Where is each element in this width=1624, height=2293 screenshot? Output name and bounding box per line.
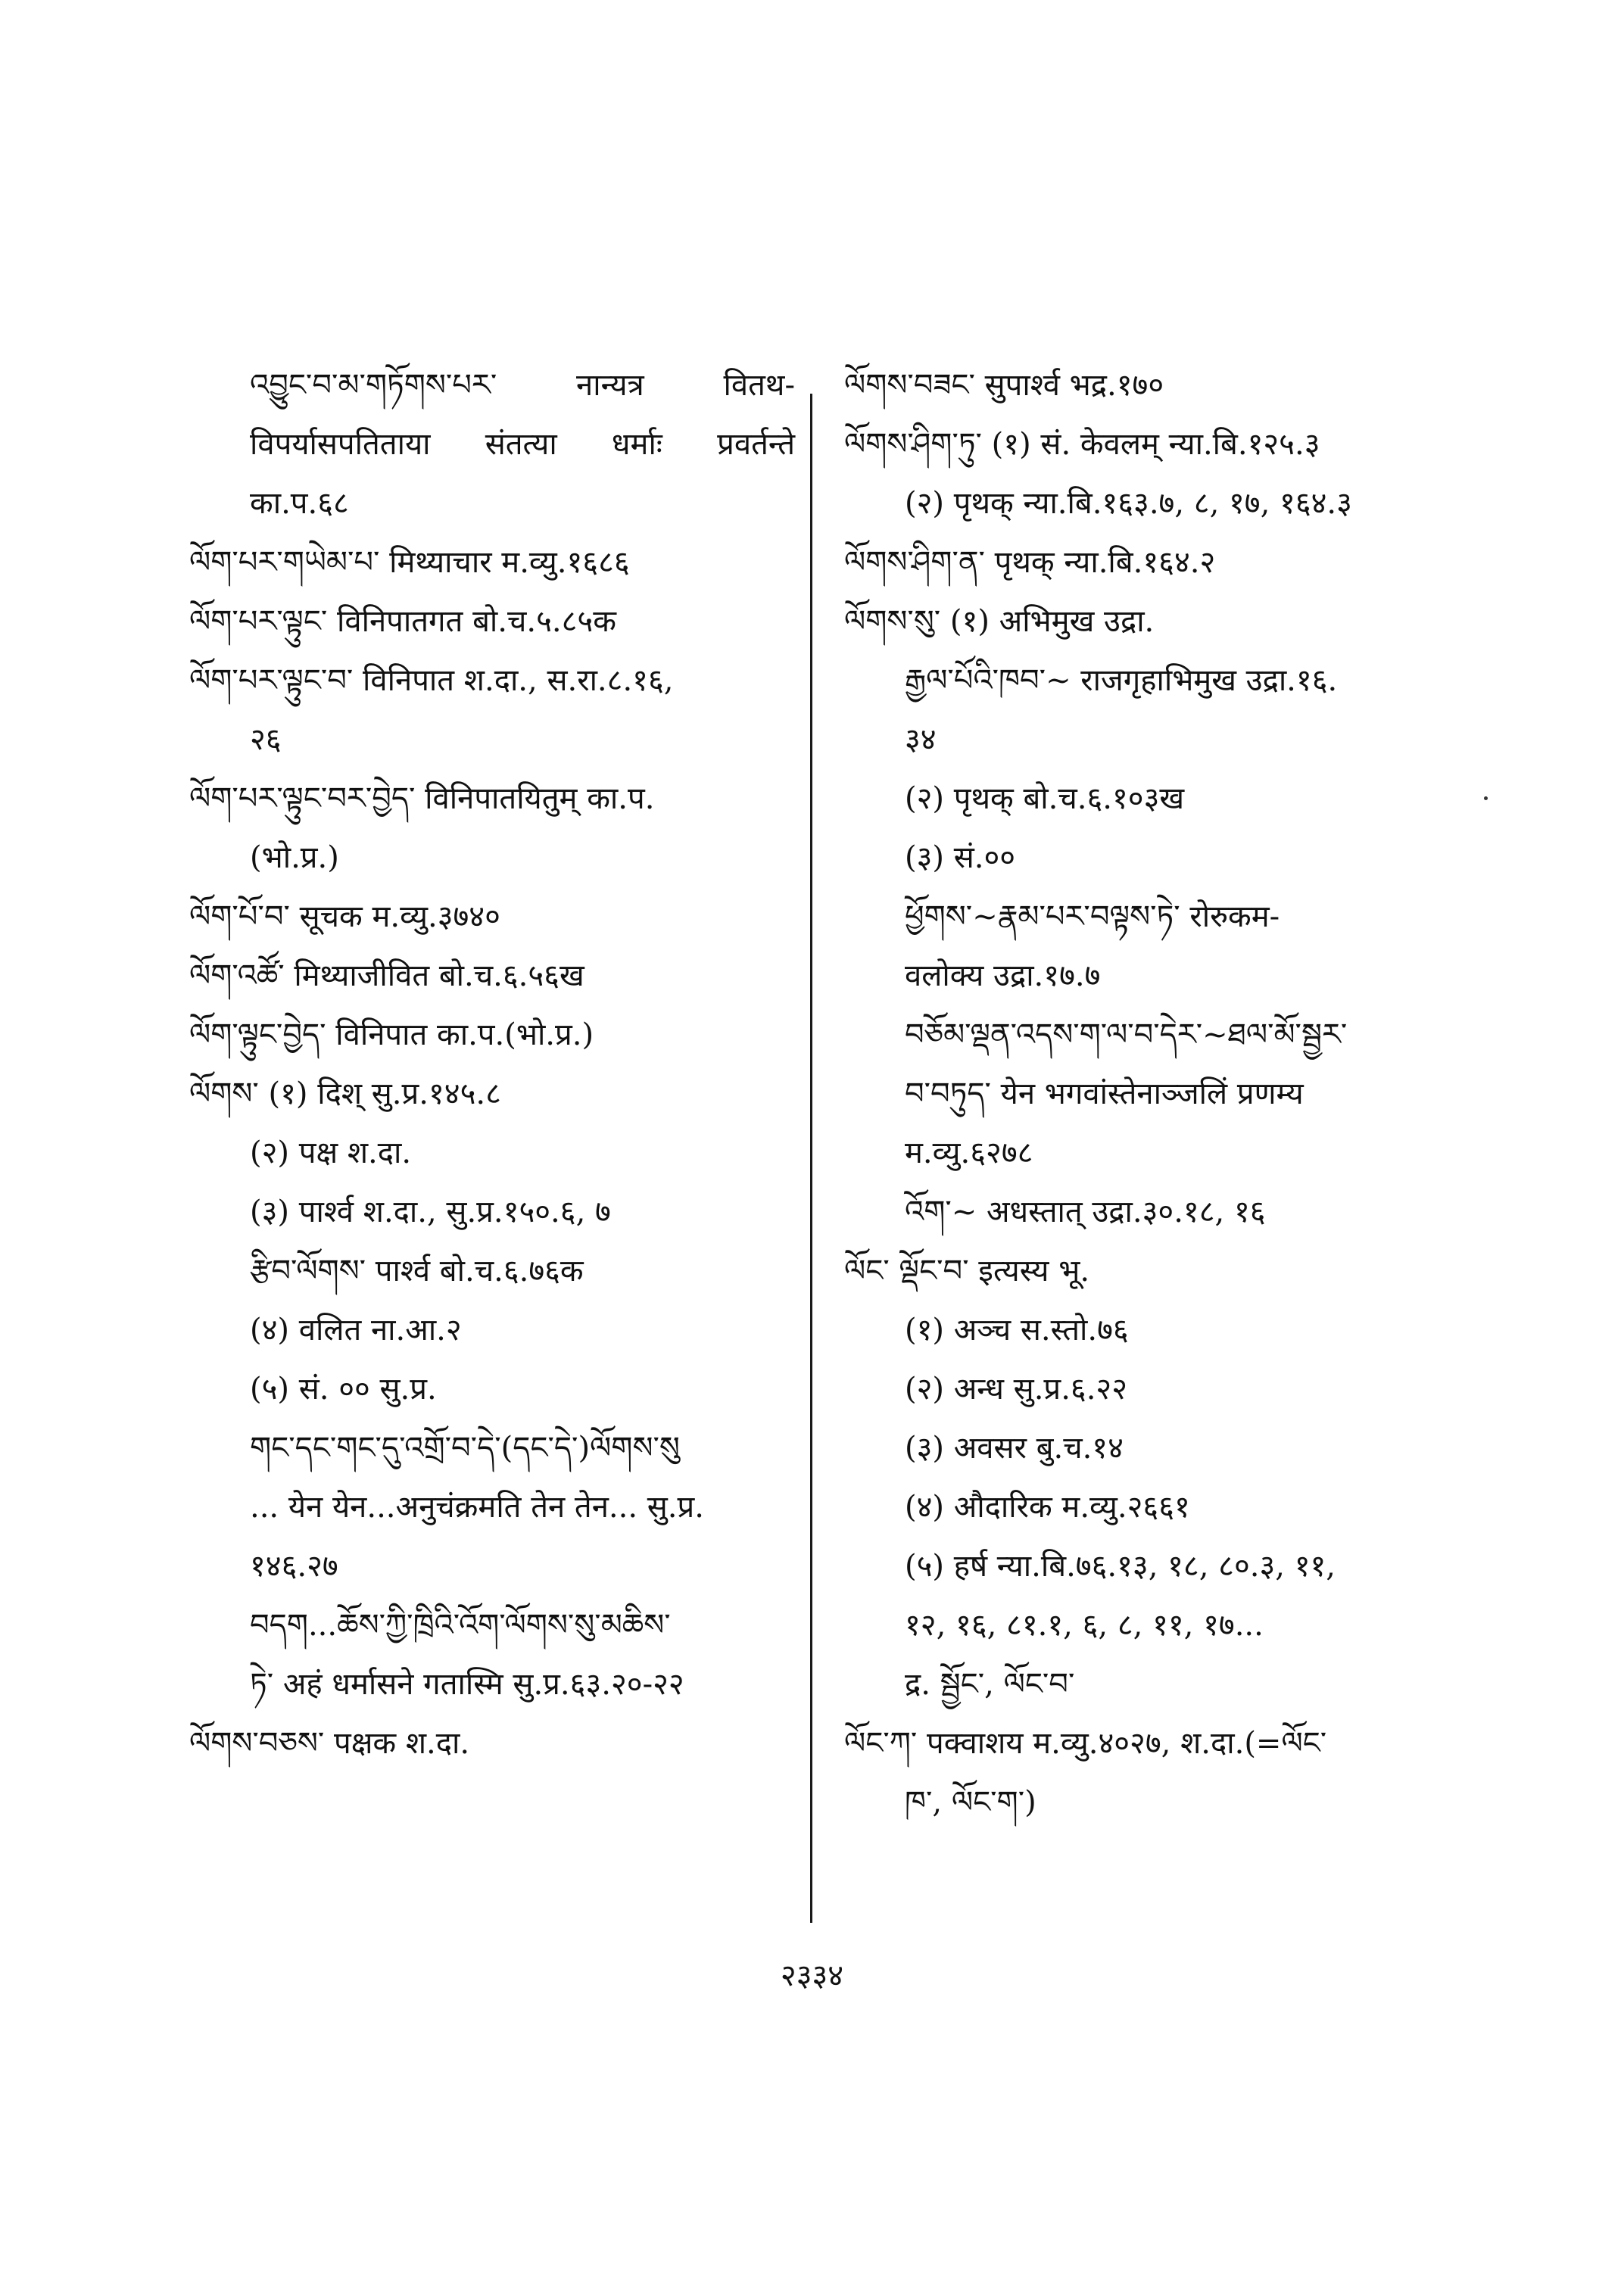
entry-line: २६ [250,722,282,757]
entry-line: བདག...ཆོས་ཀྱི་ཁྲིའི་འོག་ལོགས་སུ་མཆིས་ [250,1608,671,1643]
entry-line: (भो.प्र.) [250,840,339,875]
entry-line: ལོག་ལྟུང་བྱེད་ विनिपात का.प.(भो.प्र.) [189,1017,594,1052]
print-speck [1484,796,1488,800]
entry-line: གང་དང་གང་དུ་འགྲོ་བ་དེ་(དང་དེ་)ལོགས་སུ [250,1431,680,1466]
entry-line: བཅོམ་ལྡན་འདས་ག་ལ་བ་དེར་~ཐལ་མོ་སྦྱར་ [905,1017,1348,1052]
entry-line: (३) पार्श्व श.दा., सु.प्र.१५०.६, ७ [250,1195,611,1229]
entry-line: ३४ [905,722,937,757]
entry-line: १४६.२७ [250,1549,338,1584]
page-number: २३३४ [780,1958,844,1993]
entry-line: བ་བཏུད་ येन भगवांस्तेनाञ्जलिं प्रणम्य [905,1076,1304,1111]
column-divider [810,394,812,1923]
entry-line: का.प.६८ [250,486,349,521]
entry-line: ལོག་པར་ལྟུང་ विनिपातगत बो.च.५.८५क [189,604,616,639]
entry-line: ཏེ་ अहं धर्मासने गतास्मि सु.प्र.६३.२०-२२ [250,1667,684,1702]
entry-line: वलोक्य उद्रा.१७.७ [905,958,1101,993]
entry-line: (२) पृथक् न्या.बि.१६३.७, ८, १७, १६४.३ [905,486,1352,521]
entry-line: म.व्यु.६२७८ [905,1136,1033,1170]
entry-line: (४) वलित ना.आ.२ [250,1313,462,1347]
entry-line: ལོག་འཚོ་ मिथ्याजीवित बो.च.६.५६ख [189,958,584,993]
entry-line: विपर्यासपतिताया संतत्या धर्माः प्रवर्तन्ते [250,427,795,462]
entry-line: རྒྱལ་པོའི་ཁབ་~ राजगृहाभिमुख उद्रा.१६. [905,663,1338,698]
entry-line: ལོགས་སུ་ (१) अभिमुख उद्रा. [844,604,1155,639]
entry-line: ལོགས་ཤིག་ན་ पृथक् न्या.बि.१६४.२ [844,545,1216,580]
entry-line: རྩིབ་ལོགས་ पार्श्व बो.च.६.७६क [250,1254,584,1288]
entry-line: ཁ་, ལོང་ག་) [905,1785,1036,1820]
left-column [189,356,795,1773]
entry-line: ... येन येन...अनुचंक्रमति तेन तेन... सु.प्र. [250,1490,704,1525]
entry-line: ལོག་པར་ལྟུང་བར་བྱེད་ विनिपातयितुम् का.प. [189,781,655,816]
entry-line: (१) अञ्च स.स्तो.७६ [905,1313,1129,1347]
entry-line: ལོང་ ལྡོང་བ་ इत्यस्य भू. [844,1254,1090,1288]
entry-line: ལོགས་ཤིག་ཏུ་ (१) सं. केवलम् न्या.बि.१२५.३ [844,427,1320,462]
entry-line: (२) पृथक् बो.च.६.१०३ख [905,781,1185,816]
entry-line: (२) पक्ष श.दा. [250,1136,412,1170]
entry-line: (३) अवसर बु.च.१४ [905,1431,1124,1466]
entry-line: ལོང་ཀ་ पक्वाशय म.व्यु.४०२७, श.दा.(=ལོང་ [844,1726,1327,1761]
entry-line: (४) औदारिक म.व्यु.२६६१ [905,1490,1190,1525]
entry-line: ཕྱོགས་~རྣམ་པར་བལྟས་ཏེ་ रोरुकम- [905,899,1280,934]
entry-line: ལོགས་བཟང་ सुपार्श्व भद्र.१७० [844,368,1164,403]
entry-line: (५) सं. ०० सु.प्र. [250,1372,437,1407]
entry-line: १२, १६, ८१.१, ६, ८, ११, १७... [905,1608,1264,1643]
entry-line: འོག་~ अधस्तात् उद्रा.३०.१८, १६ [905,1195,1266,1229]
entry-line: (२) अन्ध सु.प्र.६.२२ [905,1372,1128,1407]
entry-line: ལོག་པོ་བ་ सूचक म.व्यु.३७४० [189,899,500,934]
entry-line: འབྱུང་བ་མ་གཏོགས་པར་ नान्यत्र वितथ- [250,368,795,403]
entry-line: ལོག་པར་ལྟུང་བ་ विनिपात श.दा., स.रा.८.१६, [189,663,674,698]
entry-line: ལོགས་ (१) दिश् सु.प्र.१४५.८ [189,1076,501,1111]
entry-line: ལོགས་བཅས་ पक्षक श.दा. [189,1726,470,1761]
right-column [844,356,1510,1832]
entry-line: (३) सं.०० [905,840,1016,875]
entry-line: (५) हर्ष न्या.बि.७६.१३, १८, ८०.३, ११, [905,1549,1336,1584]
entry-line: द्र. སྦྱོང་, ལོང་བ་ [905,1667,1075,1702]
entry-line: ལོག་པར་གཡེམ་པ་ मिथ्याचार म.व्यु.१६८६ [189,545,630,580]
